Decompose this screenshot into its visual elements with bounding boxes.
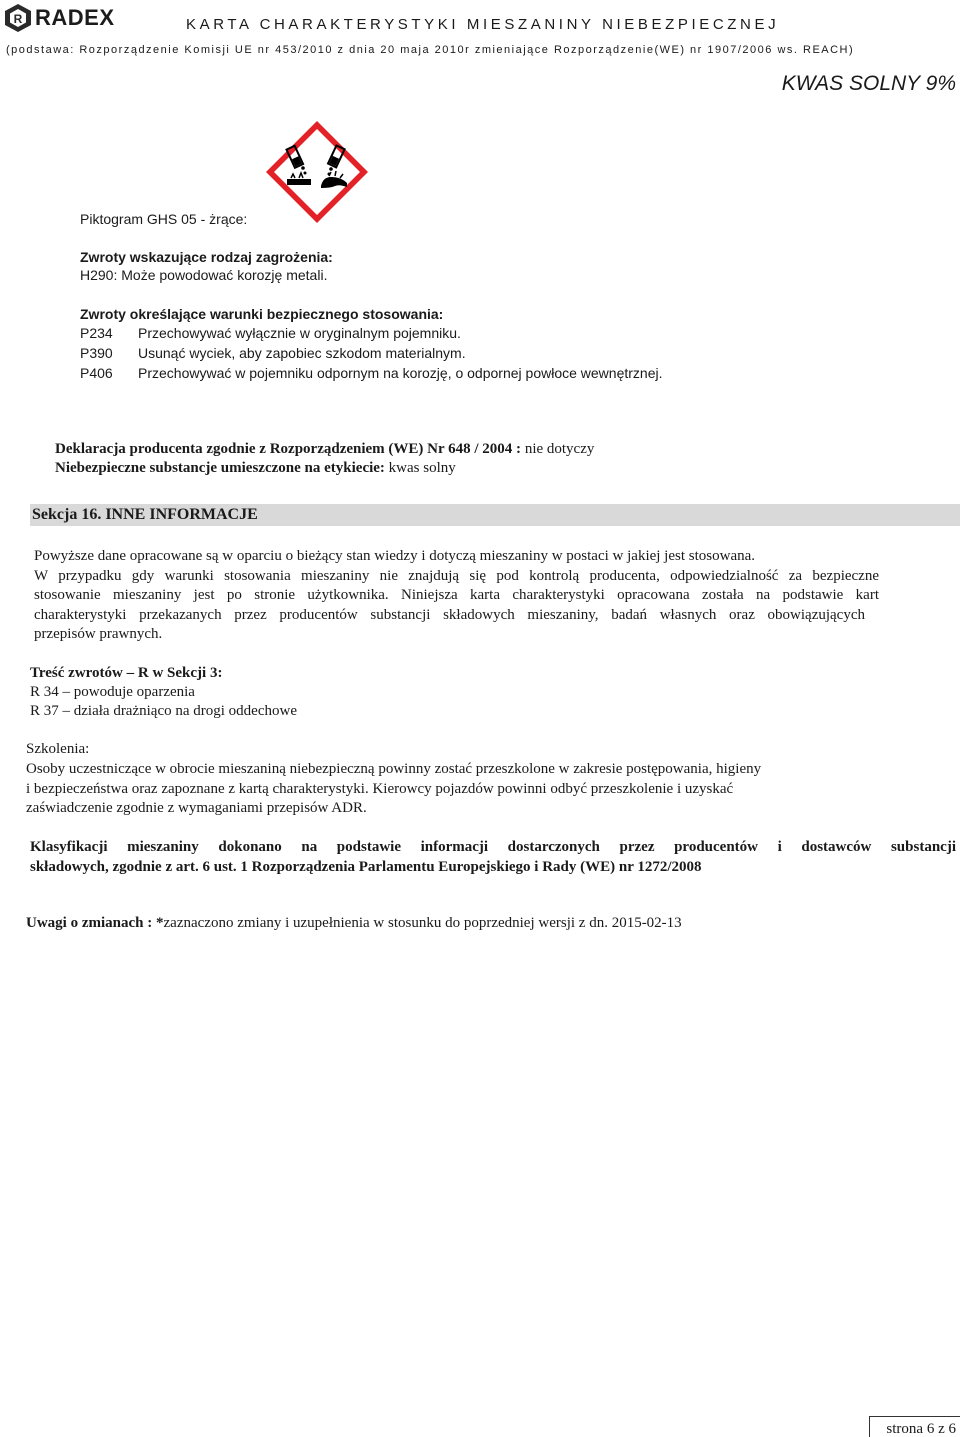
changes-marker: * (156, 915, 164, 931)
substances-value: kwas solny (388, 460, 456, 476)
statement-text: Usunąć wyciek, aby zapobiec szkodom materialnym. (138, 345, 466, 361)
paragraph-line: stosowanie mieszaniny jest po stronie użytkownika. Niniejsza karta charakterystyki opracowana została na podstawie kart (34, 587, 879, 603)
statement-code: P390 (80, 345, 113, 361)
document-legal-basis: (podstawa: Rozporządzenie Komisji UE nr 453/2010 z dnia 20 maja 2010r zmieniające Rozporządzenie(WE) nr 1907/2006 ws. REACH) (6, 44, 855, 56)
statement-text: Przechowywać wyłącznie w oryginalnym pojemniku. (138, 325, 461, 341)
section-16-header (30, 504, 960, 526)
manufacturer-declaration (55, 440, 594, 459)
paragraph-line: W przypadku gdy warunki stosowania mieszaniny nie znajdują się pod kontrolą producenta, odpowiedzialność za bezpieczne (34, 567, 879, 584)
changes-text: zaznaczono zmiany i uzupełnienia w stosunku do poprzedniej wersji z dn. 2015-02-13 (163, 915, 682, 931)
section-16-paragraph (34, 547, 879, 645)
substances-label: Niebezpieczne substancje umieszczone na etykiecie: (55, 460, 385, 476)
page-number: strona 6 z 6 (886, 1421, 956, 1437)
paragraph-line: charakterystyki przekazanych przez producentów substancji składowych mieszaniny, badań własnych oraz obowiązujących (34, 606, 865, 623)
paragraph-line: i bezpieczeństwa oraz zapoznane z kartą charakterystyki. Kierowcy pojazdów powinni odbyć przeszkolenie i uzyskać (26, 780, 734, 797)
declaration-value: nie dotyczy (524, 441, 595, 457)
hazard-statements-heading: Zwroty wskazujące rodzaj zagrożenia: (80, 249, 333, 265)
paragraph-line: zaświadczenie zgodnie z wymaganiami przepisów ADR. (26, 800, 367, 816)
classification-paragraph (30, 838, 956, 877)
statement-code: P406 (80, 365, 113, 381)
r-phrases-heading: Treść zwrotów – R w Sekcji 3: (30, 665, 223, 681)
declaration-label: Deklaracja producenta zgodnie z Rozporządzeniem (WE) Nr 648 / 2004 : (55, 441, 522, 457)
svg-text:R: R (13, 12, 23, 26)
paragraph-line: przepisów prawnych. (34, 626, 163, 642)
statement-code: P234 (80, 325, 113, 341)
ghs05-corrosive-icon (263, 118, 371, 226)
training-label: Szkolenia: (26, 741, 90, 757)
section-16-title: Sekcja 16. INNE INFORMACJE (32, 506, 258, 523)
precautionary-statement-row (80, 364, 663, 383)
precautionary-statement-row (80, 344, 466, 363)
paragraph-line: Klasyfikacji mieszaniny dokonano na podstawie informacji dostarczonych przez producentów i dostawców substancji (30, 839, 956, 855)
training-paragraph (26, 760, 761, 819)
r-phrase: R 34 – powoduje oparzenia (30, 684, 195, 700)
company-logo (4, 2, 132, 34)
r-phrase: R 37 – działa drażniąco na drogi oddechowe (30, 703, 297, 719)
hazard-statement-h290: H290: Może powodować korozję metali. (80, 267, 328, 283)
label-substances (55, 459, 456, 478)
paragraph-line: składowych, zgodnie z art. 6 ust. 1 Rozporządzenia Parlamentu Europejskiego i Rady (WE) nr 1272/2008 (30, 858, 702, 875)
product-name: KWAS SOLNY 9% (781, 72, 956, 95)
paragraph-line: Osoby uczestniczące w obrocie mieszaniną niebezpieczną powinny zostać przeszkolone w zakresie postępowania, higieny (26, 761, 762, 777)
document-title: KARTA CHARAKTERYSTYKI MIESZANINY NIEBEZPIECZNEJ (186, 16, 780, 33)
logo-text: RADEX (35, 5, 115, 30)
changes-label: Uwagi o zmianach : (26, 915, 153, 931)
pictogram-label: Piktogram GHS 05 - żrące: (80, 211, 248, 227)
changes-note (26, 914, 682, 934)
precautionary-statement-row (80, 324, 461, 343)
statement-text: Przechowywać w pojemniku odpornym na korozję, o odpornej powłoce wewnętrznej. (138, 365, 663, 381)
radex-logo-icon (4, 3, 32, 33)
paragraph-line: Powyższe dane opracowane są w oparciu o bieżący stan wiedzy i dotyczą mieszaniny w postaci w jakiej jest stosowana. (34, 548, 756, 564)
precautionary-statements-heading: Zwroty określające warunki bezpiecznego stosowania: (80, 306, 444, 322)
